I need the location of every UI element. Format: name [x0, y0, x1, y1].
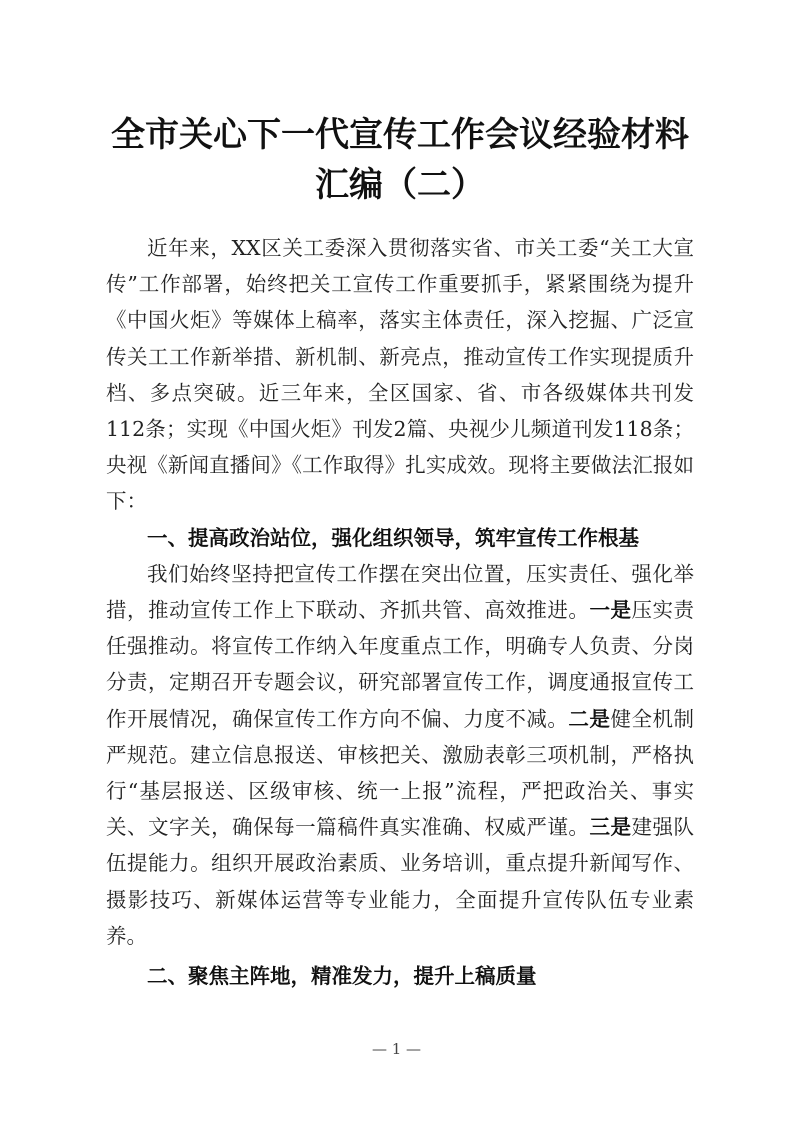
section-heading-1: 一、提高政治站位，强化组织领导，筑牢宣传工作根基	[147, 525, 639, 550]
point-2-text: 健全机制严规范。建立信息报送、审核把关、激励表彰三项机制，严格执行“基层报送、区级审核、统一上报”流程，严把政治关、事实关、文字关，确保每一篇稿件真实准确、权威严谨。	[106, 706, 695, 840]
section-heading-2: 二、聚焦主阵地，精准发力，提升上稿质量	[147, 964, 537, 989]
point-3-label: 三是	[589, 815, 632, 840]
page-number: — 1 —	[371, 1040, 422, 1058]
intro-paragraph: 近年来，XX区关工委深入贯彻落实省、市关工委“关工大宣传”工作部署，始终把关工宣传工作重要抓手，紧紧围绕为提升《中国火炬》等媒体上稿率，落实主体责任，深入挖掘、广泛宣传关工工作新举措、新机制、新亮点，推动宣传工作实现提质升档、多点突破。近三年来，全区国家、省、市各级媒体共刊发112条；实现《中国火炬》刊发2篇、央视少儿频道刊发118条；央视《新闻直播间》《工作取得》扎实成效。现将主要做法汇报如下：	[106, 236, 694, 514]
section-1-paragraph	[106, 556, 694, 954]
document-body	[106, 230, 694, 994]
section-1-lead: 我们始终坚持把宣传工作摆在突出位置，压实责任、强化举措，推动宣传工作上下联动、齐抓共管、高效推进。	[106, 561, 694, 623]
point-2-label: 二是	[568, 706, 611, 731]
point-1-text: 压实责任强推动。将宣传工作纳入年度重点工作，明确专人负责、分岗分责，定期召开专题会议，研究部署宣传工作，调度通报宣传工作开展情况，确保宣传工作方向不偏、力度不减。	[106, 598, 695, 731]
document-title: 全市关心下一代宣传工作会议经验材料汇编（二）	[111, 115, 689, 205]
point-3-text: 建强队伍提能力。组织开展政治素质、业务培训，重点提升新闻写作、摄影技巧、新媒体运营等专业能力，全面提升宣传队伍专业素养。	[106, 815, 695, 948]
point-1-label: 一是	[589, 598, 632, 623]
